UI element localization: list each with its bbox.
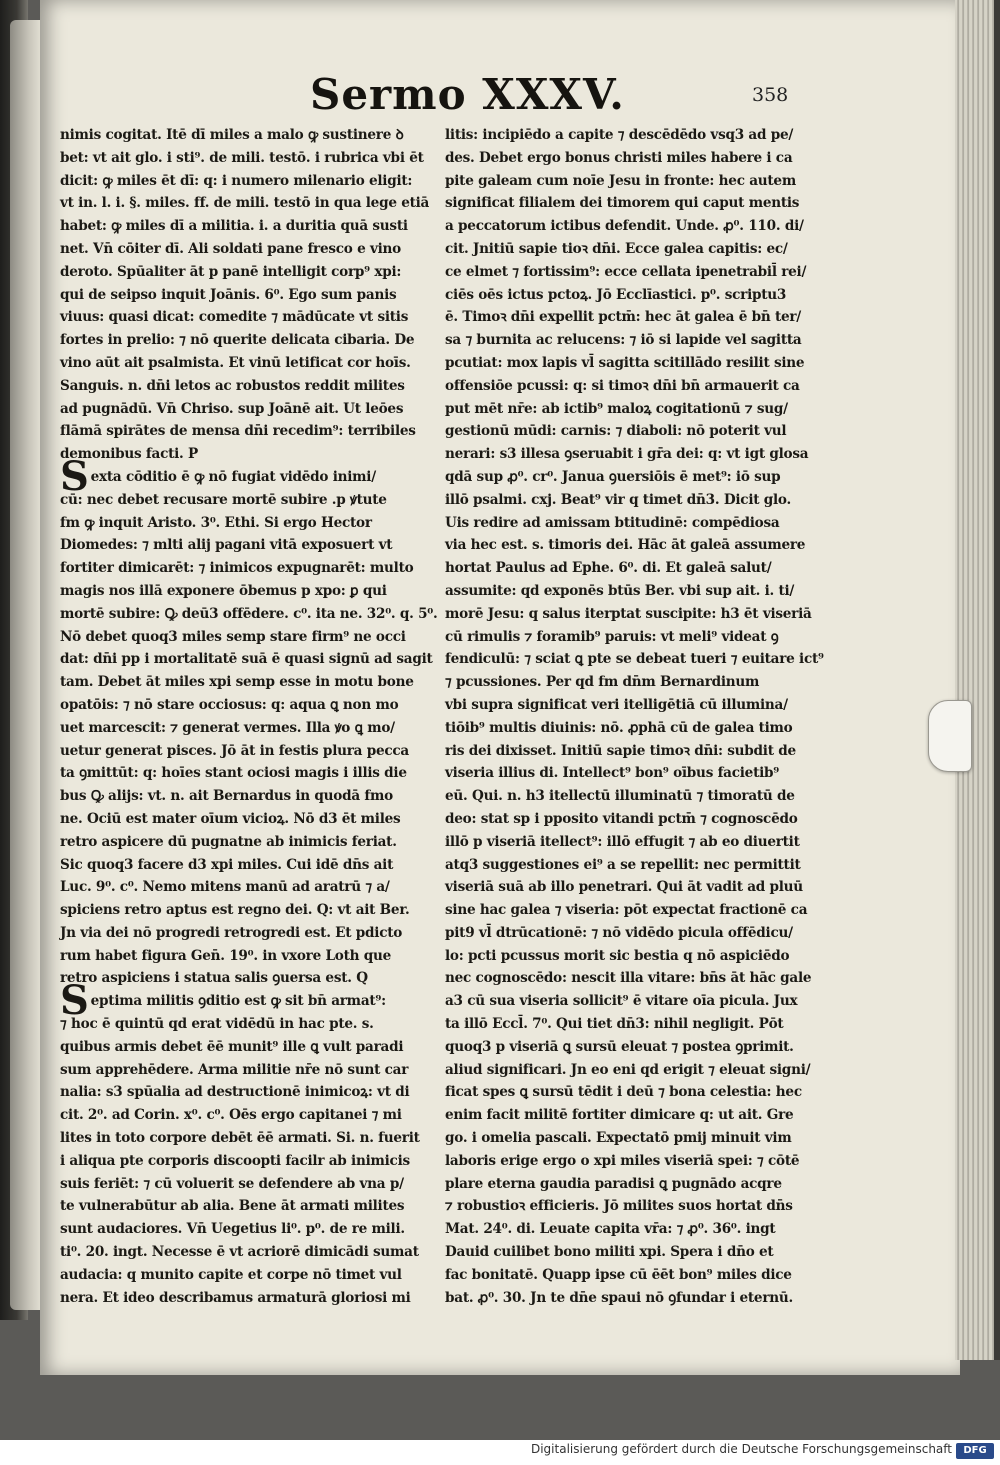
text-line: dat: dn̄i pp i mortalitatē suā ē quasi signū ad sagit bbox=[60, 651, 433, 668]
text-line: nimis cogitat. Itē dī miles a malo ꝙ sustinere ꝺ bbox=[60, 127, 404, 143]
text-line: assumite: qd exponēs btūs Ber. vbi sup ait. i. ti/ bbox=[445, 582, 795, 599]
text-line: fortes in prelio: ⁊ nō querite delicata cibaria. De bbox=[60, 332, 415, 349]
text-line: qdā sup ꝓ⁰. cr⁰. Janua ꝯuersiōis ē met⁹: iō sup bbox=[445, 468, 781, 485]
text-line: ne. Ociū est mater oīum vicioꝝ. Nō d3 ēt miles bbox=[60, 810, 401, 827]
text-line: fm ꝙ inquit Aristo. 3⁰. Ethi. Si ergo Hector bbox=[60, 514, 372, 531]
text-line: viuus: quasi dicat: comedite ⁊ mādūcate vt sitis bbox=[60, 309, 409, 326]
text-line: quibus armis debet ēē munit⁹ ille ꝗ vult paradi bbox=[60, 1038, 404, 1055]
text-line: fac bonitatē. Quapp ipse cū ēēt bon⁹ miles dice bbox=[445, 1266, 792, 1283]
text-line: plare eterna gaudia paradisi ꝗ pugnādo acqre bbox=[445, 1175, 782, 1192]
dfg-logo: DFG bbox=[956, 1443, 994, 1459]
text-line: atq3 suggestiones ei⁹ a se repellit: nec permittit bbox=[445, 856, 801, 873]
text-line: bet: vt ait glo. i sti⁹. de mili. testō. i rubrica vbi ēt bbox=[60, 149, 424, 166]
text-line: fortiter dimicarēt: ⁊ inimicos expugnarēt: multo bbox=[60, 560, 414, 577]
text-line: ficat spes ꝗ sursū tēdit i deū ⁊ bona celestia: hec bbox=[445, 1084, 802, 1101]
text-line: put mēt nr̄e: ab ictib⁹ maloꝝ cogitationū ⁊ sug/ bbox=[445, 400, 788, 417]
text-line: tiōib⁹ multis diuinis: nō. ꝓphā cū de galea timo bbox=[445, 719, 793, 736]
text-line: Sexta cōditio ē ꝙ nō fugiat vidēdo inimi/ bbox=[60, 452, 376, 500]
text-line: illō psalmi. cxj. Beat⁹ vir q timet dn̄3. Dicit glo. bbox=[445, 491, 791, 508]
text-line: nec cognoscēdo: nescit illa vitare: bn̄s āt hāc gale bbox=[445, 970, 812, 987]
text-line: tam. Debet āt miles xpi semp esse in motu bone bbox=[60, 674, 414, 691]
text-line: via hec est. s. timoris dei. Hāc āt galeā assumere bbox=[445, 537, 806, 554]
text-line: ē. Timoꝛ dn̄i expellit pctm̄: hec āt galea ē bn̄ ter/ bbox=[445, 309, 801, 326]
text-line: rum habet figura Gen̄. 19⁰. in vxore Loth que bbox=[60, 947, 392, 964]
text-line: viseria illius di. Intellect⁹ bon⁹ oībus facietib⁹ bbox=[445, 765, 779, 782]
text-line: sa ⁊ burnita ac relucens: ⁊ iō si lapide vel sagitta bbox=[445, 332, 802, 349]
text-line: suis feriēt: ⁊ cū voluerit se defendere ab vna p/ bbox=[60, 1175, 404, 1192]
text-line: pit9 vl̄ dtrūcationē: ⁊ nō vidēdo picula offēdicu/ bbox=[445, 924, 793, 941]
text-line: deroto. Spūaliter āt p panē intelligit corp⁹ xpi: bbox=[60, 263, 402, 280]
text-line: retro aspicere dū pugnatne ab inimicis feriat. bbox=[60, 833, 397, 850]
text-line: demonibus facti. P bbox=[60, 446, 198, 463]
text-line: fendiculū: ⁊ sciat ꝗ pte se debeat tueri ⁊ euitare ict⁹ bbox=[445, 651, 824, 668]
text-line: go. i omelia pascali. Expectatō pmij minuit vim bbox=[445, 1130, 792, 1147]
text-line: ciēs oēs ictus pctoꝝ. Jō Ecclīastici. p⁰. scriptu3 bbox=[445, 286, 787, 303]
text-line: cū rimulis ⁊ foramib⁹ paruis: vt meli⁹ videat ꝯ bbox=[445, 628, 779, 645]
text-line: habet: ꝙ miles dī a militia. i. a duritia quā susti bbox=[60, 218, 408, 235]
page-clip bbox=[928, 700, 972, 772]
text-line: gestionū mūdi: carnis: ⁊ diaboli: nō poterit vul bbox=[445, 423, 787, 440]
text-line: nerari: s3 illesa ꝯseruabit i gr̄a dei: q: vt igt glosa bbox=[445, 446, 809, 463]
text-line: deo: stat sp i pposito vitandi pctm̄ ⁊ cognoscēdo bbox=[445, 810, 798, 827]
text-line: ⁊ pcussiones. Per qd fm dn̄m Bernardinum bbox=[445, 674, 760, 691]
text-line: ce elmet ⁊ fortissim⁹: ecce cellata ipenetrabil̄ rei/ bbox=[445, 263, 807, 280]
text-line: bat. ꝓ⁰. 30. Jn te dn̄e spaui nō ꝯfundar i eternū. bbox=[445, 1289, 793, 1306]
funding-credit: Digitalisierung gefördert durch die Deutsche Forschungsgemeinschaft bbox=[530, 1442, 952, 1456]
text-line: vino aūt ait psalmista. Et vinū letificat cor hoīs. bbox=[60, 354, 411, 371]
text-line: pite galeam cum noīe Jesu in fronte: hec autem bbox=[445, 172, 796, 189]
text-line: ti⁰. 20. ingt. Necesse ē vt acriorē dimicādi sumat bbox=[60, 1244, 419, 1261]
text-line: ris dei dixisset. Initiū sapie timoꝛ dn̄i: subdit de bbox=[445, 742, 796, 759]
text-line: Dauid cuilibet bono militi xpi. Spera i dn̄o et bbox=[445, 1244, 774, 1261]
text-line: Sic quoq3 facere d3 xpi miles. Cui idē dn̄s ait bbox=[60, 856, 394, 873]
text-line: dicit: ꝙ miles ēt dī: q: i numero milenario eligit: bbox=[60, 172, 413, 189]
text-line: laboris erige ergo o xpi miles viseriā spei: ⁊ cōtē bbox=[445, 1152, 800, 1169]
running-head: Sermo XXXV. bbox=[310, 70, 625, 119]
text-line: eū. Qui. n. h3 itellectū illuminatū ⁊ timoratū de bbox=[445, 788, 795, 805]
text-line: ⁊ robustioꝛ efficieris. Jō milites suos hortat dn̄s bbox=[445, 1198, 793, 1215]
text-line: retro aspiciens i statua salis ꝯuersa est. Q bbox=[60, 970, 368, 987]
text-line: cū: nec debet recusare mortē subire .p ꝟtute bbox=[60, 491, 387, 508]
text-column-left bbox=[60, 124, 438, 1309]
text-line: viseriā suā ab illo penetrari. Qui āt vadit ad pluū bbox=[445, 879, 803, 896]
text-line: flāmā spirātes de mensa dn̄i recedim⁹: terribiles bbox=[60, 423, 416, 440]
text-line: Sanguis. n. dn̄i letos ac robustos reddit milites bbox=[60, 377, 405, 394]
text-line: magis nos illā exponere ōbemus p xpo: ꝑ qui bbox=[60, 582, 387, 599]
text-line: vt in. l. i. §. miles. ff. de mili. testō in qua lege etiā bbox=[60, 195, 430, 212]
text-line: morē Jesu: q salus iterptat suscipite: h3 ēt viseriā bbox=[445, 605, 812, 622]
text-line: des. Debet ergo bonus christi miles habere i ca bbox=[445, 149, 793, 166]
text-line: mortē subire: Ꝙ deū3 offēdere. c⁰. ita ne. 32⁰. q. 5⁰. bbox=[60, 605, 438, 622]
text-line: ta illō Eccl̄. 7⁰. Qui tiet dn̄3: nihil negligit. Pōt bbox=[445, 1016, 784, 1033]
text-line: ad pugnādū. Vn̄ Chriso. sup Joānē ait. Ut leōes bbox=[60, 400, 404, 417]
text-line: Diomedes: ⁊ mlti alij pagani vitā exposuert vt bbox=[60, 537, 393, 554]
text-line: Luc. 9⁰. c⁰. Nemo mitens manū ad aratrū ⁊ a/ bbox=[60, 879, 390, 896]
text-line: litis: incipiēdo a capite ⁊ descēdēdo vsq3 ad pe/ bbox=[445, 127, 794, 143]
text-line: offensiōe pcussi: q: si timoꝛ dn̄i bn̄ armauerit ca bbox=[445, 377, 800, 394]
page-edges bbox=[955, 0, 1000, 1360]
text-line: Jn via dei nō progredi retrogredi est. Et pdicto bbox=[60, 924, 403, 941]
text-line: nera. Et ideo describamus armaturā gloriosi mi bbox=[60, 1289, 411, 1306]
left-page-edge bbox=[10, 20, 44, 1310]
text-line: cit. 2⁰. ad Corin. x⁰. c⁰. Oēs ergo capitanei ⁊ mi bbox=[60, 1107, 402, 1124]
text-line: uet marcescit: ⁊ generat vermes. Illa ꝟo ꝗ mo/ bbox=[60, 719, 395, 736]
text-line: lites in toto corpore debēt ēē armati. Si. n. fuerit bbox=[60, 1130, 420, 1147]
text-line: Septima militis ꝯditio est ꝙ sit bn̄ armat⁹: bbox=[60, 977, 386, 1025]
text-line: net. Vn̄ cōiter dī. Ali soldati pane fresco e vino bbox=[60, 240, 401, 257]
text-line: sum apprehēdere. Arma militie nr̄e nō sunt car bbox=[60, 1061, 409, 1078]
folio-number: 358 bbox=[752, 84, 789, 106]
text-line: nalia: s3 spūalia ad destructionē inimicoꝝ: vt di bbox=[60, 1084, 410, 1101]
text-line: ⁊ hoc ē quintū qd erat vidēdū in hac pte. s. bbox=[60, 1016, 374, 1033]
text-line: Uis redire ad amissam btitudinē: compēdiosa bbox=[445, 514, 780, 531]
text-line: illō p viseriā itellect⁹: illō effugit ⁊ ab eo diuertit bbox=[445, 833, 800, 850]
text-line: aliud significari. Jn eo eni qd erigit ⁊ eleuat signi/ bbox=[445, 1061, 811, 1078]
text-line: Mat. 24⁰. di. Leuate capita vr̄a: ⁊ ꝓ⁰. 36⁰. ingt bbox=[445, 1221, 776, 1238]
text-line: te vulnerabūtur ab alia. Bene āt armati milites bbox=[60, 1198, 405, 1215]
text-line: a peccatorum ictibus defendit. Unde. ꝓ⁰. 110. di/ bbox=[445, 218, 804, 235]
text-line: bus Ꝙ alijs: vt. n. ait Bernardus in quodā fmo bbox=[60, 788, 393, 805]
text-line: sine hac galea ⁊ viseria: pōt expectat fractionē ca bbox=[445, 902, 808, 919]
text-line: enim facit militē fortiter dimicare q: ut ait. Gre bbox=[445, 1107, 794, 1124]
page-header bbox=[310, 70, 625, 119]
text-line: uetur generat pisces. Jō āt in festis plura pecca bbox=[60, 742, 409, 759]
text-line: significat filialem dei timorem qui caput mentis bbox=[445, 195, 800, 212]
text-line: i aliqua pte corporis discoopti facilr ab inimicis bbox=[60, 1152, 410, 1169]
text-line: quoq3 p viseriā ꝗ sursū eleuat ⁊ postea ꝯprimit. bbox=[445, 1038, 794, 1055]
text-line: pcutiat: mox lapis vl̄ sagitta scitillādo resilit sine bbox=[445, 354, 805, 371]
text-line: vbi supra significat veri itelligētiā cū illumina/ bbox=[445, 696, 788, 713]
text-line: lo: pcti pcussus morit sic bestia q nō aspiciēdo bbox=[445, 947, 790, 964]
text-line: ta ꝯmittūt: q: hoīes stant ociosi magis i illis die bbox=[60, 765, 407, 782]
text-line: audacia: q munito capite et corpe nō timet vul bbox=[60, 1266, 402, 1283]
text-line: opatōis: ⁊ nō stare occiosus: q: aqua ꝗ non mo bbox=[60, 696, 399, 713]
text-line: sunt audaciores. Vn̄ Uegetius li⁰. p⁰. de re mili. bbox=[60, 1221, 405, 1238]
text-line: spiciens retro aptus est regno dei. Q: vt ait Ber. bbox=[60, 902, 410, 919]
text-line: cit. Jnitiū sapie tioꝛ dn̄i. Ecce galea capitis: ec/ bbox=[445, 240, 788, 257]
text-line: Nō debet quoq3 miles semp stare firm⁹ ne occi bbox=[60, 628, 406, 645]
text-line: a3 cū sua viseria sollicit⁹ ē vitare oīa picula. Jux bbox=[445, 993, 798, 1010]
text-line: qui de seipso inquit Joānis. 6⁰. Ego sum panis bbox=[60, 286, 397, 303]
text-line: hortat Paulus ad Ephe. 6⁰. di. Et galeā salut/ bbox=[445, 560, 772, 577]
text-column-right bbox=[445, 124, 824, 1309]
